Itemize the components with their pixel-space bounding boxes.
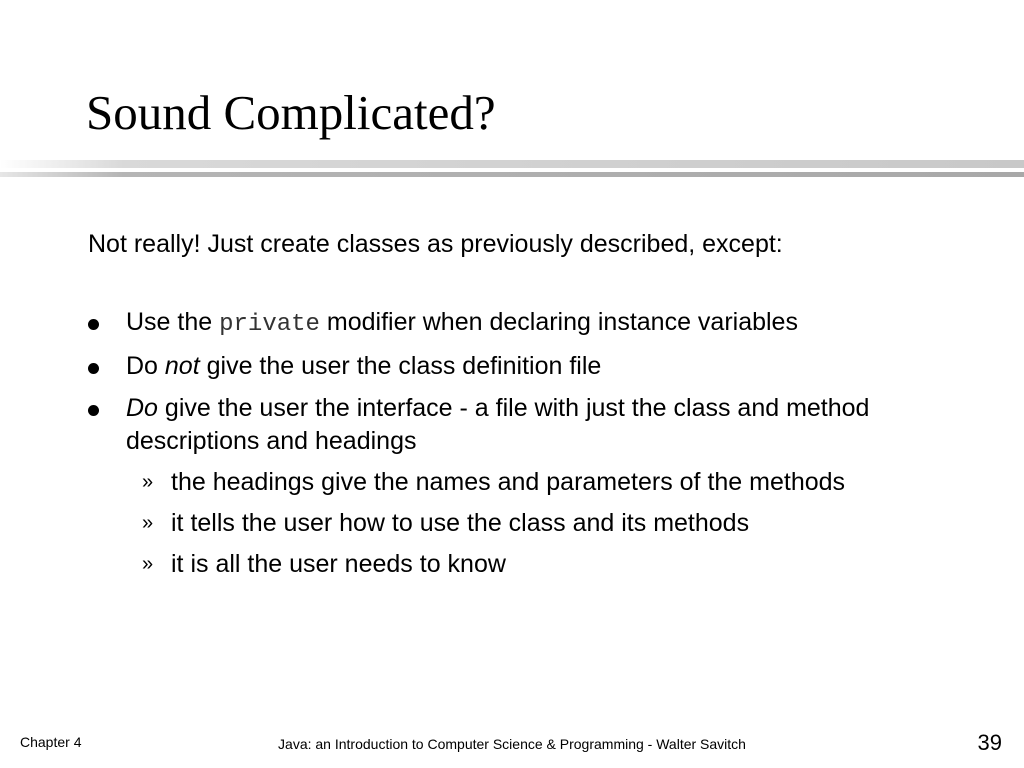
bullet-text-end: give the user the interface - a file with just the class and method descriptions and headings [126,394,870,455]
bullet-list [88,306,988,581]
sub-bullet-item [126,507,988,540]
bullet-text [126,392,988,458]
sub-bullet-list [126,466,988,581]
page-number: 39 [977,730,1002,755]
bullet-text [126,306,988,341]
double-chevron-icon: » [142,553,154,575]
bullet-dot-icon [88,319,99,330]
sub-bullet-item [126,548,988,581]
bullet-text-end: give the user the class definition file [199,352,602,380]
bullet-text-start: Use the [126,308,220,336]
title-divider-bottom [0,172,1024,177]
sub-bullet-text: it tells the user how to use the class and its methods [171,509,750,537]
bullet-item [88,306,988,341]
intro-text: Not really! Just create classes as previously described, except: [88,230,783,258]
emphasis-text: Do [126,394,158,422]
bullet-item [88,350,988,383]
slide-body [88,228,988,590]
slide-title: Sound Complicated? [86,85,496,140]
code-keyword: private [219,311,320,338]
double-chevron-icon: » [142,471,154,493]
bullet-dot-icon [88,363,99,374]
sub-bullet-text: it is all the user needs to know [171,550,506,578]
sub-bullet-item [126,466,988,499]
title-divider-top [0,160,1024,168]
emphasis-text: not [164,352,200,380]
double-chevron-icon: » [142,512,154,534]
sub-bullet-text: the headings give the names and parameters of the methods [171,468,846,496]
footer-course-title: Java: an Introduction to Computer Science & Programming - Walter Savitch [278,736,746,752]
bullet-text-start: Do [126,352,165,380]
bullet-dot-icon [88,405,99,416]
bullet-text-end: modifier when declaring instance variables [319,308,798,336]
bullet-item [88,392,988,581]
footer-chapter: Chapter 4 [20,734,82,750]
bullet-text [126,350,988,383]
